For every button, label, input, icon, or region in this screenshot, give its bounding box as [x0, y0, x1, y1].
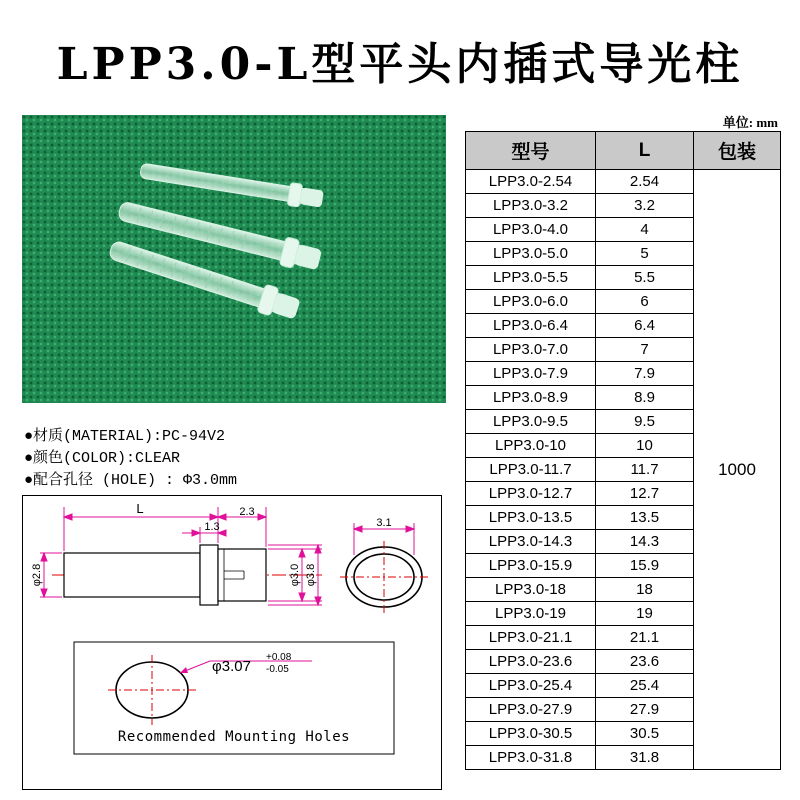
dim-flange-dia: φ3.0 [289, 563, 301, 587]
cell-length: 7 [596, 338, 694, 362]
cell-length: 6.4 [596, 314, 694, 338]
table-header-row [466, 132, 781, 170]
cell-model: LPP3.0-5.0 [466, 242, 596, 266]
cell-model: LPP3.0-27.9 [466, 698, 596, 722]
cell-model: LPP3.0-9.5 [466, 410, 596, 434]
cell-length: 12.7 [596, 482, 694, 506]
cell-model: LPP3.0-4.0 [466, 218, 596, 242]
cell-model: LPP3.0-30.5 [466, 722, 596, 746]
cell-length: 31.8 [596, 746, 694, 770]
header-length: L [596, 132, 694, 170]
cell-length: 13.5 [596, 506, 694, 530]
page-title: LPP3.0-L型平头内插式导光柱 [56, 39, 744, 90]
cell-model: LPP3.0-23.6 [466, 650, 596, 674]
technical-drawing [22, 495, 442, 790]
unit-label: 单位: mm [722, 115, 778, 130]
cell-model: LPP3.0-14.3 [466, 530, 596, 554]
cell-model: LPP3.0-15.9 [466, 554, 596, 578]
table-row [466, 170, 781, 194]
dim-body-dia: φ2.8 [31, 563, 43, 587]
product-photo [22, 115, 446, 403]
cell-length: 27.9 [596, 698, 694, 722]
cell-length: 8.9 [596, 386, 694, 410]
header-model: 型号 [466, 132, 596, 170]
dim-end-width: 3.1 [376, 517, 392, 529]
cell-model: LPP3.0-2.54 [466, 170, 596, 194]
cell-model: LPP3.0-5.5 [466, 266, 596, 290]
spec-hole: ●配合孔径 (HOLE) : Φ3.0mm [24, 472, 238, 489]
dim-head-label: 2.3 [239, 506, 255, 518]
cell-model: LPP3.0-31.8 [466, 746, 596, 770]
hole-tol-minus: -0.05 [266, 664, 289, 675]
mounting-hole-view-icon [74, 642, 394, 754]
light-pipe-photo-icon [22, 115, 446, 403]
cell-length: 30.5 [596, 722, 694, 746]
cell-model: LPP3.0-8.9 [466, 386, 596, 410]
table-body [466, 170, 781, 770]
spec-list [24, 426, 237, 492]
dim-flange-label: 1.3 [204, 521, 220, 533]
cell-model: LPP3.0-25.4 [466, 674, 596, 698]
light-pipe-side-view-icon [22, 495, 442, 790]
cell-length: 7.9 [596, 362, 694, 386]
cell-model: LPP3.0-12.7 [466, 482, 596, 506]
header-package: 包装 [694, 132, 781, 170]
cell-model: LPP3.0-19 [466, 602, 596, 626]
cell-length: 15.9 [596, 554, 694, 578]
cell-model: LPP3.0-11.7 [466, 458, 596, 482]
spec-color: ●颜色(COLOR):CLEAR [24, 450, 181, 467]
cell-model: LPP3.0-6.4 [466, 314, 596, 338]
cell-length: 21.1 [596, 626, 694, 650]
cell-model: LPP3.0-3.2 [466, 194, 596, 218]
cell-model: LPP3.0-21.1 [466, 626, 596, 650]
cell-length: 2.54 [596, 170, 694, 194]
cell-length: 18 [596, 578, 694, 602]
light-pipe-end-view-icon [340, 517, 428, 613]
dim-head-dia: φ3.8 [305, 563, 317, 587]
hole-dia-label: φ3.07 [212, 658, 251, 675]
cell-length: 14.3 [596, 530, 694, 554]
cell-model: LPP3.0-10 [466, 434, 596, 458]
side-view [31, 501, 322, 605]
cell-package-qty: 1000 [694, 170, 781, 770]
hole-caption: Recommended Mounting Holes [117, 729, 351, 745]
hole-tol-plus: +0.08 [266, 652, 292, 663]
cell-model: LPP3.0-7.9 [466, 362, 596, 386]
cell-length: 4 [596, 218, 694, 242]
cell-length: 19 [596, 602, 694, 626]
cell-length: 3.2 [596, 194, 694, 218]
cell-length: 5.5 [596, 266, 694, 290]
cell-length: 11.7 [596, 458, 694, 482]
cell-length: 23.6 [596, 650, 694, 674]
spec-material: ●材质(MATERIAL):PC-94V2 [24, 428, 226, 445]
cell-model: LPP3.0-6.0 [466, 290, 596, 314]
cell-length: 5 [596, 242, 694, 266]
cell-model: LPP3.0-7.0 [466, 338, 596, 362]
cell-length: 25.4 [596, 674, 694, 698]
cell-model: LPP3.0-18 [466, 578, 596, 602]
cell-length: 9.5 [596, 410, 694, 434]
cell-model: LPP3.0-13.5 [466, 506, 596, 530]
model-table [465, 131, 781, 770]
cell-length: 10 [596, 434, 694, 458]
dim-l-label: L [136, 501, 144, 516]
cell-length: 6 [596, 290, 694, 314]
